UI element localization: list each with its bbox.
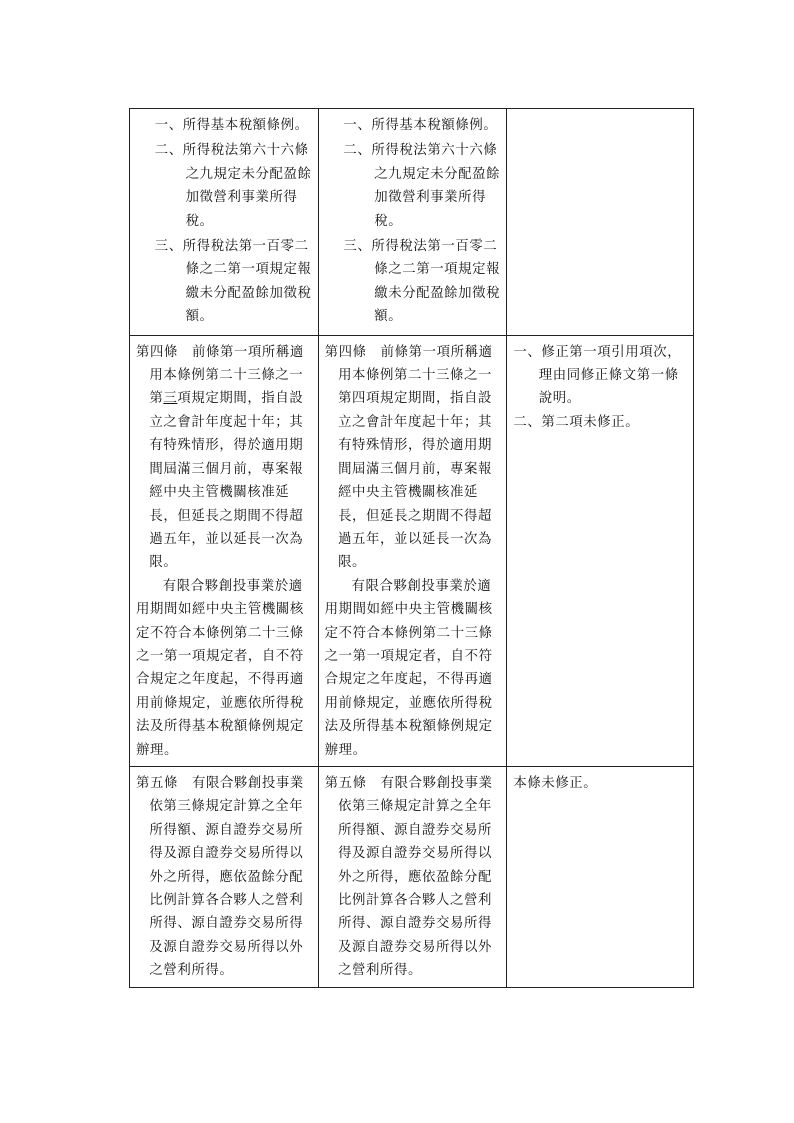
current-text-cell (130, 109, 319, 336)
article-5-current: 第五條 有限合夥創投事業依第三條規定計算之全年所得額、源自證券交易所得及源自證券交易所得以外之所得，應依盈餘分配比例計算各合夥人之營利所得、源自證券交易所得及源自證券交易所得以外之營利所得。 (136, 775, 304, 979)
list-item: 三、所得稅法第一百零二條之二第一項規定報繳未分配盈餘加徵稅額。 (154, 239, 312, 325)
list-item: 一、所得基本稅額條例。 (343, 118, 498, 133)
explanation-cell (507, 335, 694, 766)
article-text: 項規定期間，指自設立之會計年度起十年；其有特殊情形，得於適用期間屆滿三個月前，專案報經中央主管機關核准延長，但延長之期間不得超過五年，並以延長一次為限。 (149, 391, 304, 571)
amendment-comparison-table (129, 108, 694, 988)
list-item: 三、所得稅法第一百零二條之二第一項規定報繳未分配盈餘加徵稅額。 (343, 239, 501, 325)
article-5-original: 第五條 有限合夥創投事業依第三條規定計算之全年所得額、源自證券交易所得及源自證券交易所得以外之所得，應依盈餘分配比例計算各合夥人之營利所得、源自證券交易所得及源自證券交易所得以外之營利所得。 (324, 775, 493, 979)
list-item: 二、所得稅法第六十六條之九規定未分配盈餘加徵營利事業所得稅。 (343, 143, 501, 229)
original-text-cell (318, 335, 507, 766)
amended-term: 三 (163, 391, 178, 407)
explanation-item: 一、修正第一項引用項次，理由同修正條文第一條說明。 (513, 344, 682, 407)
article-4-original: 第四條 前條第一項所稱適用本條例第二十三條之一第四項規定期間，指自設立之會計年度起十年；其有特殊情形，得於適用期間屆滿三個月前，專案報經中央主管機關核准延長，但延長之期間不得超過五年，並以延長一次為限。 (324, 344, 493, 571)
explanation-cell (507, 766, 694, 987)
list-item: 二、所得稅法第六十六條之九規定未分配盈餘加徵營利事業所得稅。 (154, 143, 312, 229)
article-text: 第四條 前條第一項所稱適用本條例第二十三條之一第 (136, 344, 304, 407)
explanation-item: 二、第二項未修正。 (513, 414, 640, 430)
table-row (130, 109, 694, 336)
current-text-cell (130, 766, 319, 987)
table-row (130, 335, 694, 766)
article-4-current (136, 341, 314, 575)
list-item: 一、所得基本稅額條例。 (154, 118, 309, 133)
explanation-text: 本條未修正。 (513, 775, 598, 791)
article-paragraph: 有限合夥創投事業於適用期間如經中央主管機關核定不符合本條例第二十三條之一第一項規定者，自不符合規定之年度起，不得再適用前條規定，並應依所得稅法及所得基本稅額條例規定辦理。 (324, 578, 493, 758)
table-row (130, 766, 694, 987)
current-text-cell (130, 335, 319, 766)
article-paragraph: 有限合夥創投事業於適用期間如經中央主管機關核定不符合本條例第二十三條之一第一項規定者，自不符合規定之年度起，不得再適用前條規定，並應依所得稅法及所得基本稅額條例規定辦理。 (136, 578, 304, 758)
explanation-cell (507, 109, 694, 336)
original-text-cell (318, 766, 507, 987)
original-text-cell (318, 109, 507, 336)
